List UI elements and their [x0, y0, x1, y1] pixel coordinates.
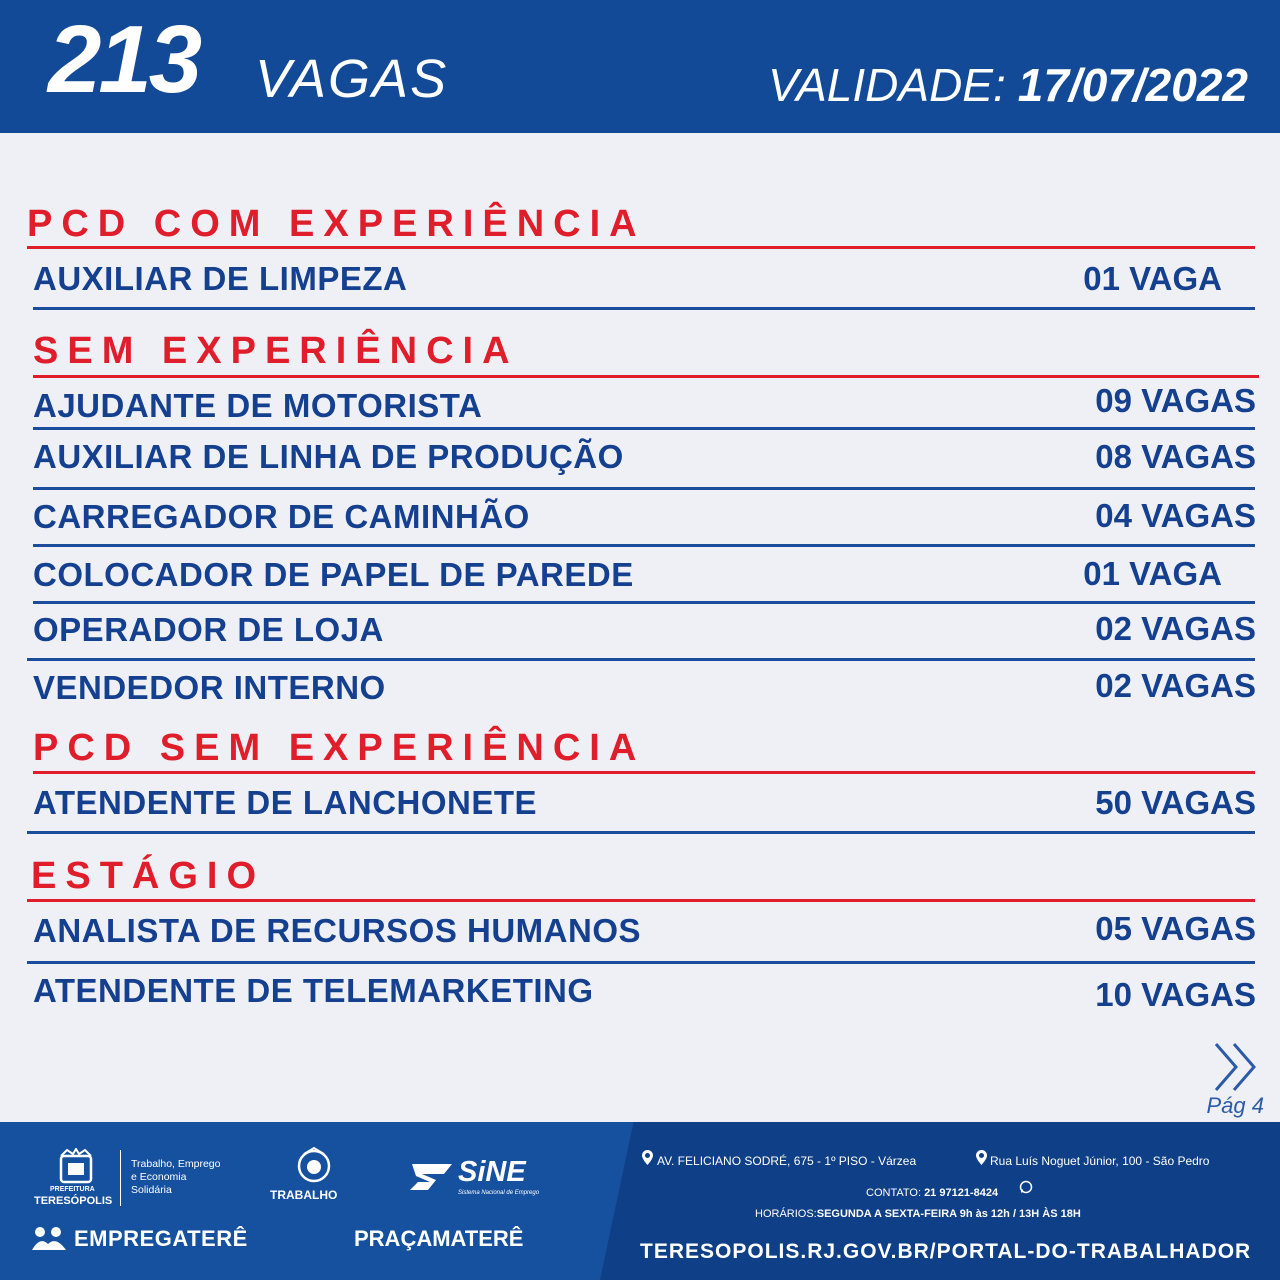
job-quantity: 10 VAGAS	[1095, 976, 1256, 1013]
job-quantity: 50 VAGAS	[1095, 784, 1256, 821]
prefeitura-city: TERESÓPOLIS	[34, 1195, 113, 1207]
whatsapp-icon	[1019, 1180, 1033, 1194]
job-title: ATENDENTE DE LANCHONETE	[33, 784, 538, 821]
row-divider	[33, 601, 1255, 604]
job-title: ATENDENTE DE TELEMARKETING	[33, 972, 594, 1009]
section-divider	[27, 899, 1255, 902]
hours-label: HORÁRIOS:	[755, 1208, 817, 1220]
prefeitura-label: PREFEITURA	[50, 1186, 95, 1193]
trabalho-label: TRABALHO	[270, 1188, 338, 1202]
job-quantity: 01 VAGA	[1083, 260, 1222, 297]
job-quantity: 01 VAGA	[1083, 555, 1222, 592]
section-title: PCD COM EXPERIÊNCIA	[27, 203, 646, 245]
row-divider	[33, 427, 1255, 430]
section-divider	[33, 771, 1255, 774]
row-divider	[33, 544, 1255, 547]
job-quantity: 05 VAGAS	[1095, 910, 1256, 947]
address-varzea: AV. FELICIANO SODRÉ, 675 - 1º PISO - Várzea	[657, 1154, 917, 1168]
job-title: COLOCADOR DE PAPEL DE PAREDE	[33, 556, 634, 593]
job-quantity: 02 VAGAS	[1095, 667, 1256, 704]
job-title: AUXILIAR DE LIMPEZA	[33, 260, 408, 297]
secretaria-line2: e Economia	[131, 1171, 187, 1183]
validity-label: VALIDADE:	[767, 59, 1006, 111]
row-divider	[27, 961, 1255, 964]
job-title: AUXILIAR DE LINHA DE PRODUÇÃO	[33, 438, 624, 475]
section-divider	[27, 246, 1255, 249]
row-divider	[33, 307, 1255, 310]
row-divider	[27, 658, 1255, 661]
contact	[866, 1187, 998, 1199]
job-title: AJUDANTE DE MOTORISTA	[33, 387, 483, 424]
secretaria-line3: Solidária	[131, 1184, 172, 1196]
website-link[interactable]: TERESOPOLIS.RJ.GOV.BR/PORTAL-DO-TRABALHADOR	[640, 1240, 1252, 1263]
opening-hours	[755, 1208, 1081, 1220]
empregatere-label: EMPREGATERÊ	[74, 1226, 248, 1251]
row-divider	[33, 487, 1255, 490]
job-title: VENDEDOR INTERNO	[33, 669, 386, 706]
address-sao-pedro: Rua Luís Noguet Júnior, 100 - São Pedro	[990, 1154, 1210, 1168]
sine-label: SiNE	[458, 1156, 526, 1188]
prefeitura-crest-icon	[55, 1148, 97, 1184]
secretaria-line1: Trabalho, Emprego	[131, 1158, 221, 1170]
job-quantity: 02 VAGAS	[1095, 610, 1256, 647]
vacancy-count-label: VAGAS	[255, 49, 449, 109]
logo-divider	[120, 1150, 121, 1206]
sine-logo-icon	[408, 1158, 456, 1194]
section-divider	[33, 375, 1259, 378]
location-pin-icon	[642, 1150, 653, 1165]
section-title: SEM EXPERIÊNCIA	[33, 330, 519, 372]
footer	[0, 1122, 1280, 1280]
page-number: Pág 4	[1206, 1093, 1264, 1118]
job-title: CARREGADOR DE CAMINHÃO	[33, 498, 530, 535]
sine-subtitle: Sistema Nacional de Emprego	[458, 1190, 540, 1196]
contact-phone[interactable]: 21 97121-8424	[924, 1187, 999, 1199]
validity-date: 17/07/2022	[1017, 59, 1248, 111]
row-divider	[27, 831, 1255, 834]
people-icon	[30, 1226, 68, 1252]
job-title: OPERADOR DE LOJA	[33, 611, 384, 648]
job-quantity: 09 VAGAS	[1095, 382, 1256, 419]
location-pin-icon	[976, 1150, 987, 1165]
hours-times: 9h às 12h / 13H ÀS 18H	[956, 1208, 1081, 1220]
double-chevron-right-icon[interactable]	[1212, 1040, 1262, 1094]
section-title: PCD SEM EXPERIÊNCIA	[33, 727, 646, 769]
job-title: ANALISTA DE RECURSOS HUMANOS	[33, 912, 642, 949]
vacancy-count: 213	[48, 6, 200, 113]
job-quantity: 08 VAGAS	[1095, 438, 1256, 475]
pracamatere-label: PRAÇAMATERÊ	[354, 1226, 524, 1251]
contact-label: CONTATO:	[866, 1187, 921, 1199]
trabalho-crest-icon	[294, 1146, 334, 1186]
section-title: ESTÁGIO	[31, 855, 266, 897]
job-quantity: 04 VAGAS	[1095, 497, 1256, 534]
hours-days: SEGUNDA A SEXTA-FEIRA	[816, 1208, 957, 1220]
